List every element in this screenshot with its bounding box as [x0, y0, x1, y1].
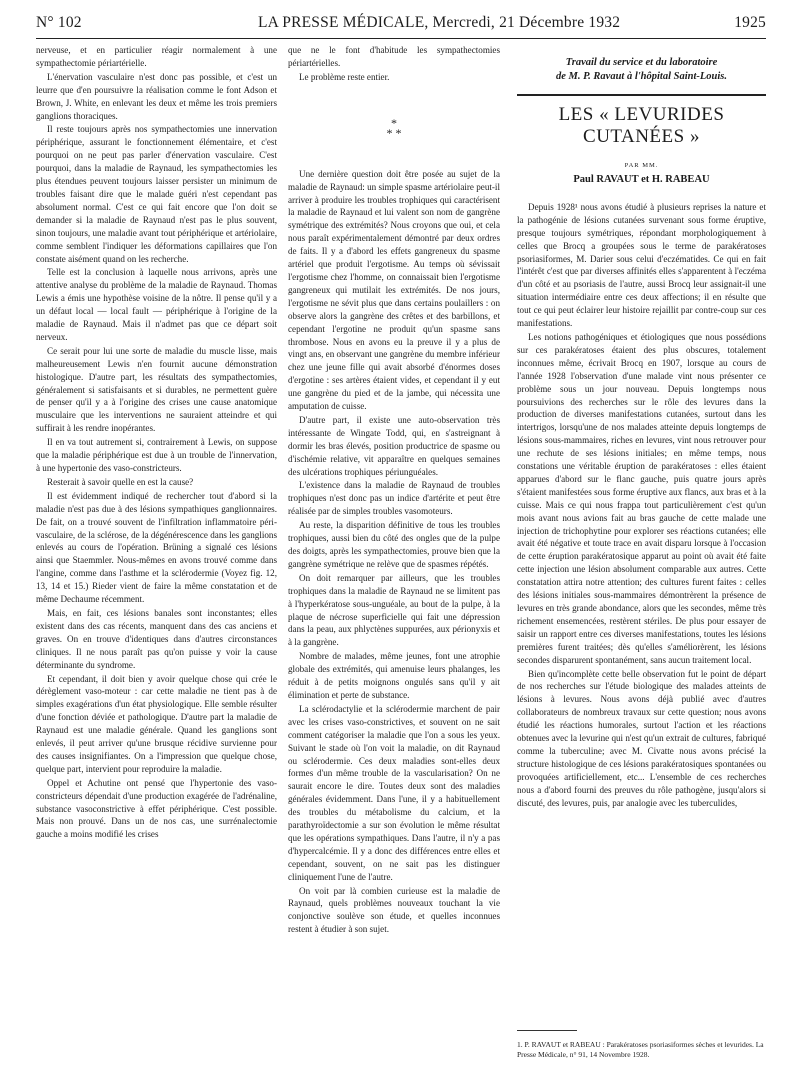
paragraph: Nombre de malades, même jeunes, font une atrophie globale des extrémités, qui amenuise leurs phalanges, les réduit à de petits moignons ongulés sans qu'il y ait élimination et perte de substance. [288, 651, 500, 700]
article-authors: Paul RAVAUT et H. RABEAU [573, 174, 710, 185]
separator-star: * [391, 115, 397, 130]
issue-number: N° 102 [36, 14, 82, 31]
paragraph: nerveuse, et en particulier réagir normalement à une sympathectomie périartérielle. [36, 45, 277, 68]
separator-stars: * * [386, 125, 402, 140]
work-origin-line: de M. P. Ravaut à l'hôpital Saint-Louis. [555, 71, 728, 82]
running-head [36, 14, 766, 36]
paragraph: On doit remarquer par ailleurs, que les troubles trophiques dans la maladie de Raynaud ne se limitent pas à l'hyperkératose sous-unguéale, au bout de la pulpe, à la plaque de nécrose superficielle qui fait une dépression dans la peau, aux phlyctènes suppurées, aux périonyxis et à la gangrène. [288, 572, 500, 648]
paragraph: Telle est la conclusion à laquelle nous arrivons, après une attentive analyse du problème de la maladie de Raynaud. Thomas Lewis a émis une hypothèse voisine de la nôtre. Il pense qu'il y a un défaut local — local fault — périphérique à l'origine de la maladie de Raynaud. Mais il n'admet pas que ce départ soit nerveux. [36, 267, 277, 342]
paragraph: La sclérodactylie et la sclérodermie marchent de pair avec les crises vaso-constrictives, et souvent on ne sait comment catégoriser la maladie que l'on a sous les yeux. Suivant le stade où l'on voit la maladie, on dit Raynaud ou sclérodermie. Ces deux maladies sont-elles deux formes d'un même trouble de la vascularisation? On ne saurait encore le dire. Toutes deux sont des maladies générales évidemment. Dans l'une, il y a habituellement des troubles du métabolisme du calcium, et la parathyroïdectomie a sur son évolution le même résultat que les opérations sympathiques. Dans l'autre, il n'y a pas d'hypercalcémie. Il y a donc des différences entre elles et cependant, souvent, on ne sait pas les distinguer cliniquement l'une de l'autre. [288, 703, 500, 882]
column-2 [288, 44, 500, 1074]
paragraph: que ne le font d'habitude les sympathectomies périartérielles. [288, 45, 500, 68]
page-folio: 1925 [734, 14, 766, 31]
paragraph: Le problème reste entier. [299, 71, 390, 82]
column-3 [517, 44, 766, 1026]
paragraph: D'autre part, il existe une auto-observation très intéressante de Wingate Todd, qui, en s'astreignant à dormir les bras élevés, position productrice de spasme ou d'ischémie relative, vit apparaître en quelques semaines des ulcérations trophiques périunguéales. [288, 414, 500, 477]
paragraph: Une dernière question doit être posée au sujet de la maladie de Raynaud: un simple spasme artériolaire peut-il arriver à produire les troubles trophiques qui caractérisent la maladie de Raynaud et lui valent son nom de gangrène symétrique des extrémités? Nous croyons que oui, et cela nous paraît expérimentalement démontré par deux ordres de faits. Il y a d'abord les effets gangreneux du spasme artériel que produit l'ergotisme. Au temps où sévissait l'ergotisme chez l'homme, on connaissait bien l'ergotisme gangreneux qui mutilait les extrémités. De nos jours, l'ergotisme ne sévit plus que dans certains poulaillers : on observe alors la gangrène des crêtes et des barbillons, et cependant l'ergotine ne produit qu'un spasme sans thrombose. Nous en avons eu la preuve il y a plus de vingt ans, en observant une gangrène du membre inférieur chez une jeune fille qui avait absorbé d'énormes doses d'ergotine : ses artères étaient vides, et cependant il y eut une gangrène du pied et de la jambe, qui nécessita une amputation de cuisse. [288, 168, 500, 412]
section-separator [288, 115, 500, 140]
byline-par: PAR MM. [624, 162, 659, 169]
paragraph: Au reste, la disparition définitive de tous les troubles trophiques, aussi bien du côté des ongles que de la pulpe des doigts, après les sympathectomies, prouve bien que la gangrène symétrique ne relève que de spasmes répétés. [288, 520, 500, 569]
paragraph: Ce serait pour lui une sorte de maladie du muscle lisse, mais malheureusement Lewis n'en fournit aucune démonstration histologique. D'autre part, les résultats des sympathectomies, généralement si satisfaisants et si durables, ne permettent guère de penser qu'il y a à l'origine des crises une cause anatomique musculaire que les interventions ne sauraient atteindre et qui suffirait à les rendre inopérantes. [36, 345, 277, 434]
paragraph: Resterait à savoir quelle en est la cause? [47, 476, 194, 487]
paragraph: Il est évidemment indiqué de rechercher tout d'abord si la maladie n'est pas due à des lésions sympathiques ganglionnaires. De fait, on a trouvé souvent de l'infiltration inflammatoire péri-vasculaire, de la sclérose, de la dégénérescence dans les ganglions enlevés au cours de l'opération. Brüning a signalé ces lésions ainsi que Staemmler. Nous-mêmes en avons trouvé comme dans l'angine, comme dans l'asthme et la sclérodermie (Voyez fig. 12, 13, 14 et 15.) Rieder vient de faire la même constatation et de même Dechaume récemment. [36, 490, 277, 605]
paragraph: Bien qu'incomplète cette belle observation fut le point de départ de nos recherches sur l'étude biologique des malades atteints de lésions à levures. Nous avons déjà publié avec d'autres collaborateurs de nombreux travaux sur cette question; nous avons étudié les réactions humorales, surtout l'action et les réactions obtenues avec la levurine qui n'est qu'un extrait de cultures, fabriqué comme la tuberculine; avec M. Civatte nous avons précisé la structure histologique de ces lésions parakératosiques spontanées ou provoquées artificiellement, etc... L'ensemble de ces recherches nous a d'abord fourni des preuves du rôle pathogène, jusqu'alors si discuté, des levures, puis, par analogie avec les tuberculides, [517, 668, 766, 808]
paragraph: Mais, en fait, ces lésions banales sont inconstantes; elles existent dans des cas récents, manquent dans des cas anciens et graves. On en trouve d'identiques dans d'autres circonstances cliniques. Il ne nous paraît pas qu'on puisse y voir la cause déterminante du syndrome. [36, 607, 277, 670]
paragraph: On voit par là combien curieuse est la maladie de Raynaud, quels problèmes nouveaux touchant la vie conjonctive soulève son étude, et quelles inconnues restent à étudier à son sujet. [288, 885, 500, 935]
paragraph: Oppel et Achutine ont pensé que l'hypertonie des vaso-constricteurs dépendait d'une production exagérée de l'adrénaline, substance vasoconstrictive à effet périphérique. C'est possible. Mais non prouvé. Dans un de nos cas, une surrénalectomie gauche a moins modifié les crises [36, 777, 277, 840]
paragraph: Il reste toujours après nos sympathectomies une innervation périphérique, assurant le fonctionnement élémentaire, et c'est pourquoi on ne peut pas parler d'énervation vasculaire. C'est pourquoi, dans la maladie de Raynaud, les sympathectomies les plus étendues peuvent toujours laisser persister un minimum de troubles faisant dire que le malade guéri n'est cependant pas absolument normal. C'est ce qui fait encore que l'on doit se demander si la maladie de Raynaud n'est pas le plus souvent, sinon toujours, une maladie avant tout périphérique et artériolaire, comme semblent l'indiquer les déformations capillaires que l'on constate aisément quand on les recherche. [36, 124, 277, 264]
title-rule [517, 94, 766, 96]
article-title: LES « LEVURIDES CUTANÉES » [558, 104, 725, 147]
article-body [517, 201, 766, 810]
paragraph: L'énervation vasculaire n'est donc pas possible, et c'est un leurre que d'en poursuivre la réalisation comme le font Adson et Brown, J. White, en enlevant les deux et même les trois premiers ganglions thoraciques. [36, 71, 277, 121]
paragraph: L'existence dans la maladie de Raynaud de troubles trophiques n'est donc pas un indice d'artérite et peut être réalisée par de simples troubles vasomoteurs. [288, 480, 500, 517]
journal-date-line: LA PRESSE MÉDICALE, Mercredi, 21 Décembre 1932 [258, 14, 621, 31]
work-origin [517, 56, 766, 84]
footnote-rule [517, 1030, 577, 1031]
footnote: 1. P. RAVAUT et RABEAU : Parakératoses psoriasiformes sèches et levurides. La Presse Médicale, n° 91, 14 Novembre 1928. [517, 1040, 764, 1059]
column-1 [36, 44, 277, 1074]
paragraph: Les notions pathogéniques et étiologiques que nous possédions sur ces parakératoses étaient des plus obscures, totalement inconnues même, écrivait Brocq en 1907, lorsque au cours de l'année 1928 l'observation d'une malade vint nous présenter ce problème sous un jour nouveau. Depuis longtemps nous poursuivions des recherches sur le rôle des levures dans la production de diverses manifestations cutanées, surtout dans les intertrigos, lorsqu'une de nos malades atteinte depuis longtemps de lésions sous-mammaires, riches en levures, vint nous retrouver pour une rechute de ses lésions initiales; en même temps, nous constations une véritable éruption de parakératoses : elles étaient apparues d'abord sur le flanc gauche, puis quatre jours après s'étaient manifestées sous forme éruptive aux flancs, aux bras et à la cuisse. Mais ce qui nous frappa tout particulièrement c'est qu'un mois avant nous avions fait au bras gauche de cette malade une injection de trichophytine pour explorer ses réactions cutanées; elle avait été négative et toute trace en avait disparu lorsque à l'occasion de cette éruption parakératosique apparut au point où avait été faite cette injection une lésion absolument comparable aux autres. Cette constatation attira notre attention; des cultures furent faites : celles des lésions initiales sous-mammaires démontrèrent la présence de levures en très grande abondance, alors que les secondes, même très richement ensemencées, restèrent stériles. De plus pour essayer de saisir un rapport entre ces diverses manifestations, toutes les lésions premières furent traitées; dès qu'elles s'améliorèrent, les lésions secondes disparurent spontanément, sans aucun traitement local. [517, 331, 766, 665]
work-origin-line: Travail du service et du laboratoire [565, 57, 718, 68]
paragraph: Depuis 1928¹ nous avons étudié à plusieurs reprises la nature et la pathogénie de lésions cutanées survenant sous forme éruptive, presque toujours symétriques, répondant morphologiquement à celles que Brocq a groupées sous le terme de parakératoses psoriasiformes, M. Darier sous celui d'eczématides. Ce qui en fait l'intérêt c'est que par diverses affinités elles s'apparentent à l'eczéma d'un côté et au psoriasis de l'autre, aussi Brocq leur assignait-il une situation intermédiaire entre ces deux affections; il en résulte que tout ce qui peut éclairer leur histoire rejaillit par contre-coup sur ces manifestations. [517, 201, 766, 329]
header-rule [36, 38, 766, 39]
paragraph: Il en va tout autrement si, contrairement à Lewis, on suppose que la maladie périphérique est due à un trouble de l'innervation, à une hypertonie des vaso-constricteurs. [36, 437, 277, 473]
paragraph: Et cependant, il doit bien y avoir quelque chose qui crée le dérèglement vaso-moteur : car cette maladie ne tient pas à de simples exagérations d'un état physiologique. Elle semble résulter d'une fonction déviée et pathologique. D'autre part la maladie de Raynaud est une maladie générale. Quand les ganglions sont enlevés, il peut arriver qu'une brusque récidive survienne pour des causes insignifiantes. On a l'impression que quelque chose, quelque part, intervient pour reproduire la maladie. [36, 673, 277, 774]
